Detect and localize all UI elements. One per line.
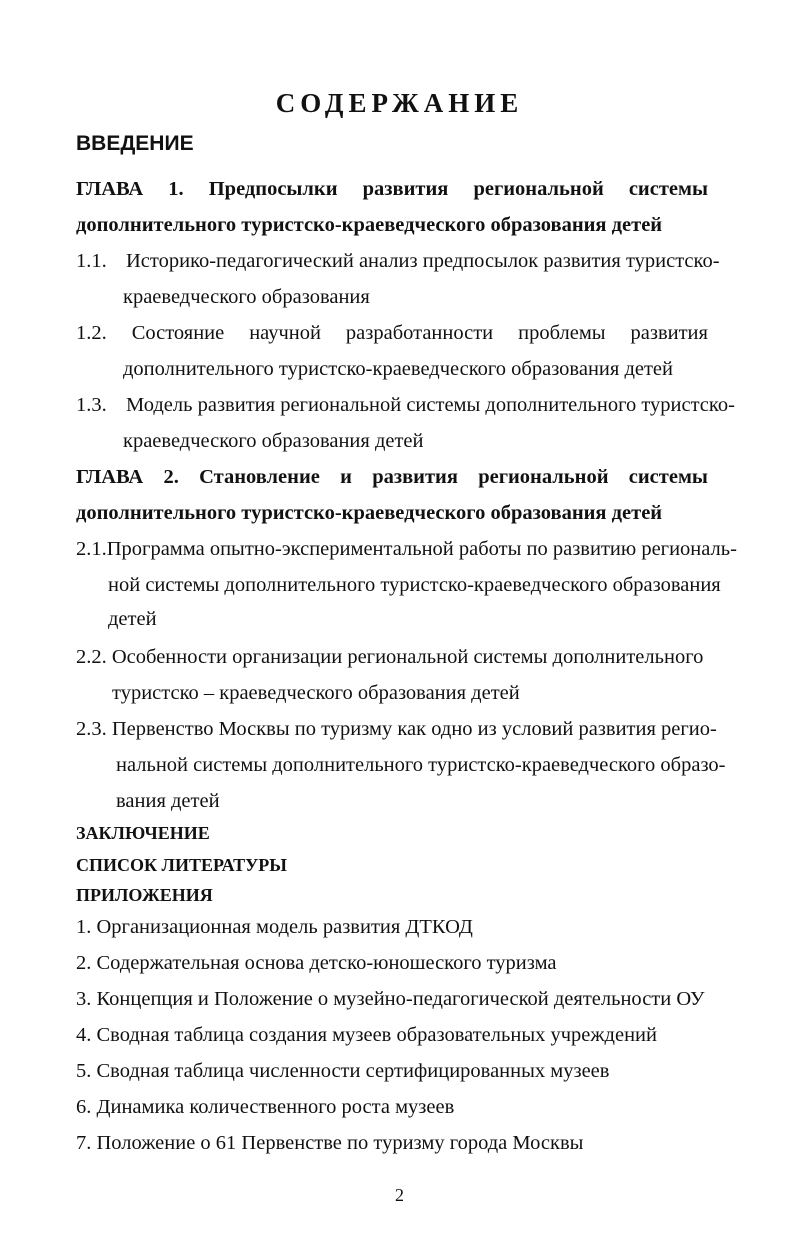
appendix-item: 3. Концепция и Положение о музейно-педагогической деятельности ОУ [76,988,705,1010]
section-1-3-line2: краеведческого образования детей [123,430,424,452]
chapter2-word: развития [372,466,458,488]
page-number: 2 [395,1185,404,1205]
section-2-1-line2: ной системы дополнительного туристско-краеведческого образования [108,574,721,596]
chapter1-word: региональной [473,178,604,200]
section-2-3-line1: 2.3. Первенство Москвы по туризму как одно из условий развития регио- [76,718,717,740]
section-text: Модель развития региональной системы дополнительного туристско- [126,394,735,416]
section-2-2-line1: 2.2. Особенности организации региональной системы дополнительного [76,646,704,668]
appendix-item: 5. Сводная таблица численности сертифицированных музеев [76,1060,610,1082]
chapter1-word: 1. [168,178,184,200]
section-text: Историко-педагогический анализ предпосылок развития туристско- [126,250,720,272]
section-1-2-line2: дополнительного туристско-краеведческого образования детей [123,358,673,380]
section-1-1-line2: краеведческого образования [123,286,370,308]
chapter2-heading-line1 [76,464,708,490]
section-1-2-line1 [76,320,708,346]
section-2-3-line3: вания детей [116,790,220,812]
page-title: СОДЕРЖАНИЕ [275,88,524,118]
toc-introduction: ВВЕДЕНИЕ [76,132,194,155]
chapter2-word: ГЛАВА [76,466,144,488]
section-word: Состояние [131,322,225,344]
chapter2-word: 2. [163,466,179,488]
chapter2-word: Становление [199,466,320,488]
appendix-item: 1. Организационная модель развития ДТКОД [76,916,473,938]
section-word: научной [249,322,321,344]
chapter2-word: и [340,466,352,488]
toc-references: СПИСОК ЛИТЕРАТУРЫ [76,855,287,875]
section-word: разработанности [345,322,494,344]
appendix-item: 4. Сводная таблица создания музеев образовательных учреждений [76,1024,657,1046]
chapter1-word: системы [628,178,708,200]
chapter1-heading-line1 [76,176,708,202]
section-number: 1.1. [76,250,107,272]
section-2-3-line2: нальной системы дополнительного туристско-краеведческого образо- [116,754,726,776]
chapter1-word: развития [362,178,449,200]
section-word: развития [630,322,708,344]
section-word: проблемы [518,322,606,344]
section-2-1-line3: детей [108,608,157,630]
section-1-3-line1 [76,392,735,418]
appendix-item: 2. Содержательная основа детско-юношеского туризма [76,952,557,974]
toc-conclusion: ЗАКЛЮЧЕНИЕ [76,823,210,843]
appendix-item: 6. Динамика количественного роста музеев [76,1096,455,1118]
chapter2-heading-line2: дополнительного туристско-краеведческого образования детей [76,502,663,524]
section-number: 1.2. [76,322,107,344]
chapter1-word: ГЛАВА [76,178,144,200]
section-1-1-line1 [76,248,720,274]
section-number: 1.3. [76,394,107,416]
chapter1-word: Предпосылки [208,178,338,200]
section-2-2-line2: туристско – краеведческого образования детей [112,682,520,704]
chapter2-word: региональной [478,466,609,488]
chapter1-heading-line2: дополнительного туристско-краеведческого образования детей [76,214,663,236]
section-2-1-line1: 2.1.Программа опытно-экспериментальной работы по развитию региональ- [76,538,737,560]
toc-appendices-title: ПРИЛОЖЕНИЯ [76,885,213,905]
appendix-item: 7. Положение о 61 Первенстве по туризму города Москвы [76,1132,584,1154]
chapter2-word: системы [628,466,708,488]
